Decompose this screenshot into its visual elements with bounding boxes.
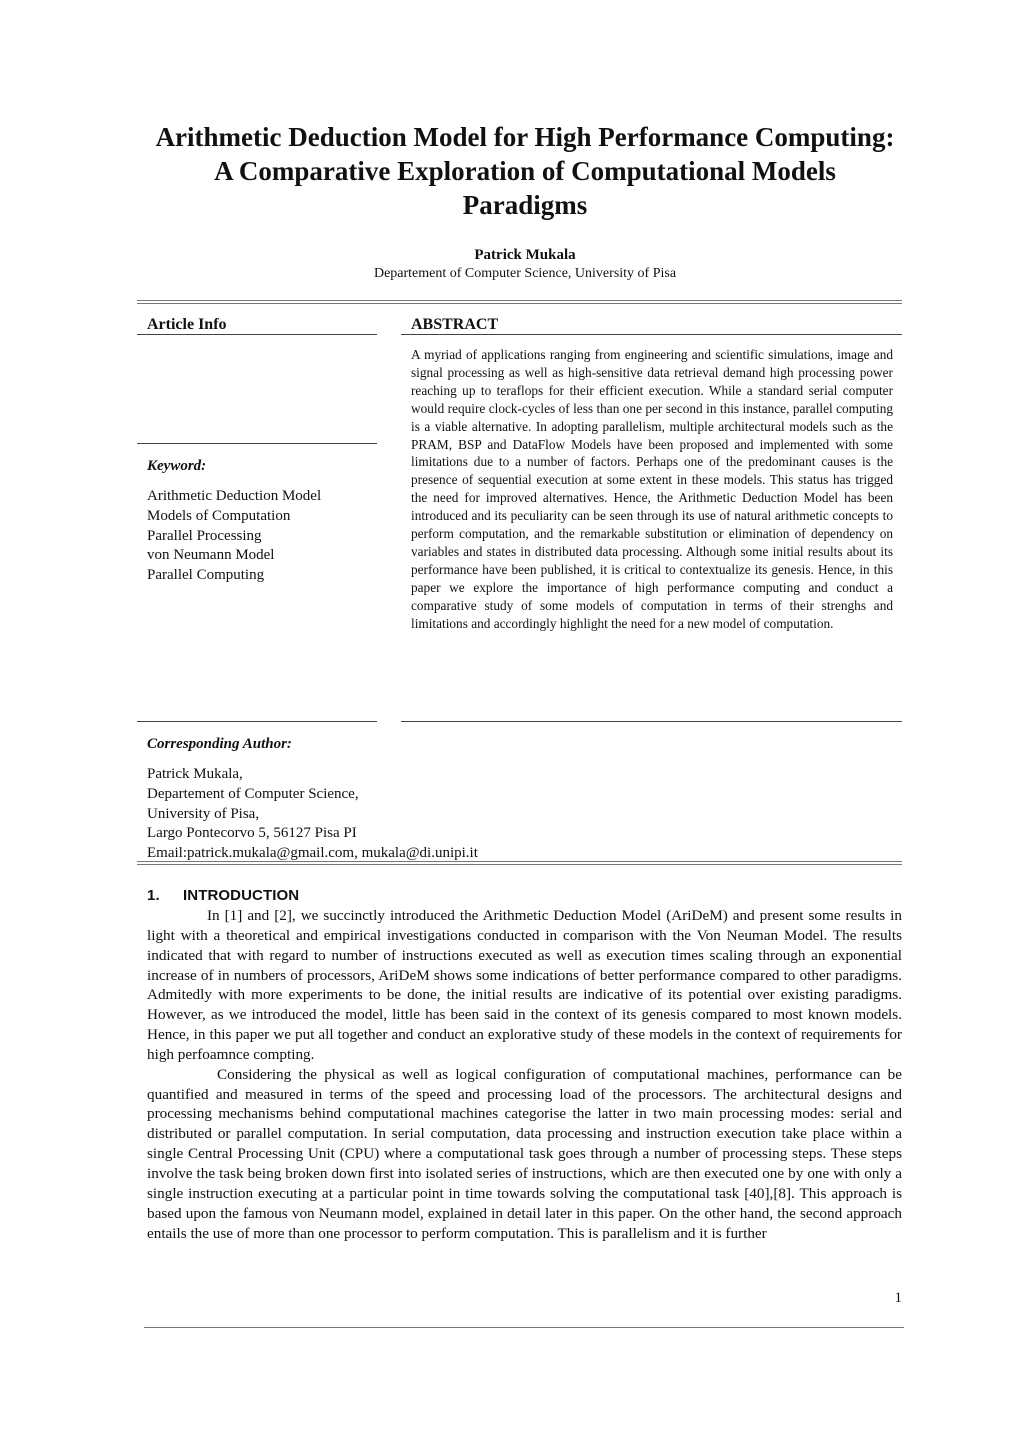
corresponding-divider (137, 721, 377, 722)
page-number: 1 (894, 1290, 902, 1306)
keyword-divider (137, 443, 377, 444)
corresponding-author-line: University of Pisa, (147, 805, 260, 822)
keyword-label: Keyword: (147, 458, 207, 474)
article-info-underline (137, 334, 377, 335)
introduction-body (147, 906, 902, 1243)
corresponding-author-line: Departement of Computer Science, (147, 785, 359, 802)
title-line-2: A Comparative Exploration of Computational Models (214, 156, 836, 186)
abstract-underline (401, 334, 902, 335)
info-bottom-divider (137, 861, 902, 865)
title-line-1: Arithmetic Deduction Model for High Performance Computing: (155, 122, 895, 152)
article-info-heading: Article Info (147, 316, 227, 333)
author-affiliation: Departement of Computer Science, University of Pisa (373, 266, 677, 281)
keyword-list (147, 487, 321, 586)
footer-rule (144, 1327, 904, 1328)
keyword-item: Parallel Processing (147, 527, 262, 544)
section-number: 1. (147, 887, 160, 904)
keyword-item: Models of Computation (147, 507, 291, 524)
corresponding-author-line: Largo Pontecorvo 5, 56127 Pisa PI (147, 825, 357, 842)
corresponding-author-line: Patrick Mukala, (147, 766, 243, 782)
abstract-text: A myriad of applications ranging from engineering and scientific simulations, image and signal processing as well as high-sensitive data retrieval demand high processing power reaching up to teraflops for their efficient execution. While a standard serial computer would require clock-cycles of less than one per second in this instance, parallel computing is a viable alternative. In adopting parallelism, multiple architectural models such as the PRAM, BSP and DataFlow Models have been proposed and implemented with some limitations due to a number of factors. Perhaps one of the predominant causes is the presence of sequential execution at some extent in these models. This status has trigged the need for improved alternatives. Hence, the Arithmetic Deduction Model has been introduced and its peculiarity can be seen through its use of natural arithmetic concepts to perform computation, and the remarkable substitution or elimination of dependency on variables and states in distributed data processing. Although some initial results about its performance have been published, it is critical to contextualize its genesis. Hence, in this paper we explore the importance of high performance computing and conduct a comparative study of some models of computation in terms of their strenghs and limitations and accordingly highlight the need for a new model of computation. (411, 347, 893, 631)
abstract-bottom-rule (401, 721, 902, 722)
corresponding-author-label: Corresponding Author: (147, 736, 292, 752)
keyword-item: von Neumann Model (147, 547, 275, 564)
introduction-paragraph-2: Considering the physical as well as logical configuration of computational machines, performance can be quantified and measured in terms of the speed and processing load of the processors. The architectural designs and processing mechanisms behind computational machines categorise the latter in two main processing modes: serial and distributed or parallel computation. In serial computation, data processing and instruction execution take place within a single Central Processing Unit (CPU) where a computational task goes through a number of processing steps. These steps involve the task being broken down first into isolated series of instructions, which are then executed one by one with only a single instruction executing at a particular point in time towards solving the computational task [40],[8]. This approach is based upon the famous von Neumann model, explained in detail later in this paper. On the other hand, the second approach entails the use of more than one processor to perform computation. This is parallelism and it is further (147, 1065, 902, 1242)
keyword-item: Arithmetic Deduction Model (147, 488, 322, 504)
abstract-heading: ABSTRACT (411, 316, 499, 333)
section-title: INTRODUCTION (183, 887, 300, 904)
paper-title (100, 120, 950, 222)
corresponding-author-details (147, 765, 478, 864)
title-line-3: Paradigms (462, 190, 588, 220)
keyword-item: Parallel Computing (147, 567, 265, 584)
introduction-paragraph-1: In [1] and [2], we succinctly introduced the Arithmetic Deduction Model (AriDeM) and present some results in light with a theoretical and empirical investigations conducted in comparison with the Von Neuman Model. The results indicated that with regard to number of instructions executed as well as execution times scaling through an exponential increase of in numbers of processors, AriDeM shows some indications of better performance compared to other paradigms. Admitedly with more experiments to be done, the initial results are indicative of its potential over existing paradigms. However, as we introduced the model, little has been said in the context of its genesis compared to most known models. Hence, in this paper we put all together and conduct an explorative study of these models in the context of requirements for high perfoamnce compting. (147, 907, 902, 1063)
corresponding-author-email: Email:patrick.mukala@gmail.com, mukala@di.unipi.it (147, 845, 478, 862)
author-name: Patrick Mukala (474, 247, 576, 263)
header-divider (137, 300, 902, 304)
introduction-heading (147, 887, 299, 904)
